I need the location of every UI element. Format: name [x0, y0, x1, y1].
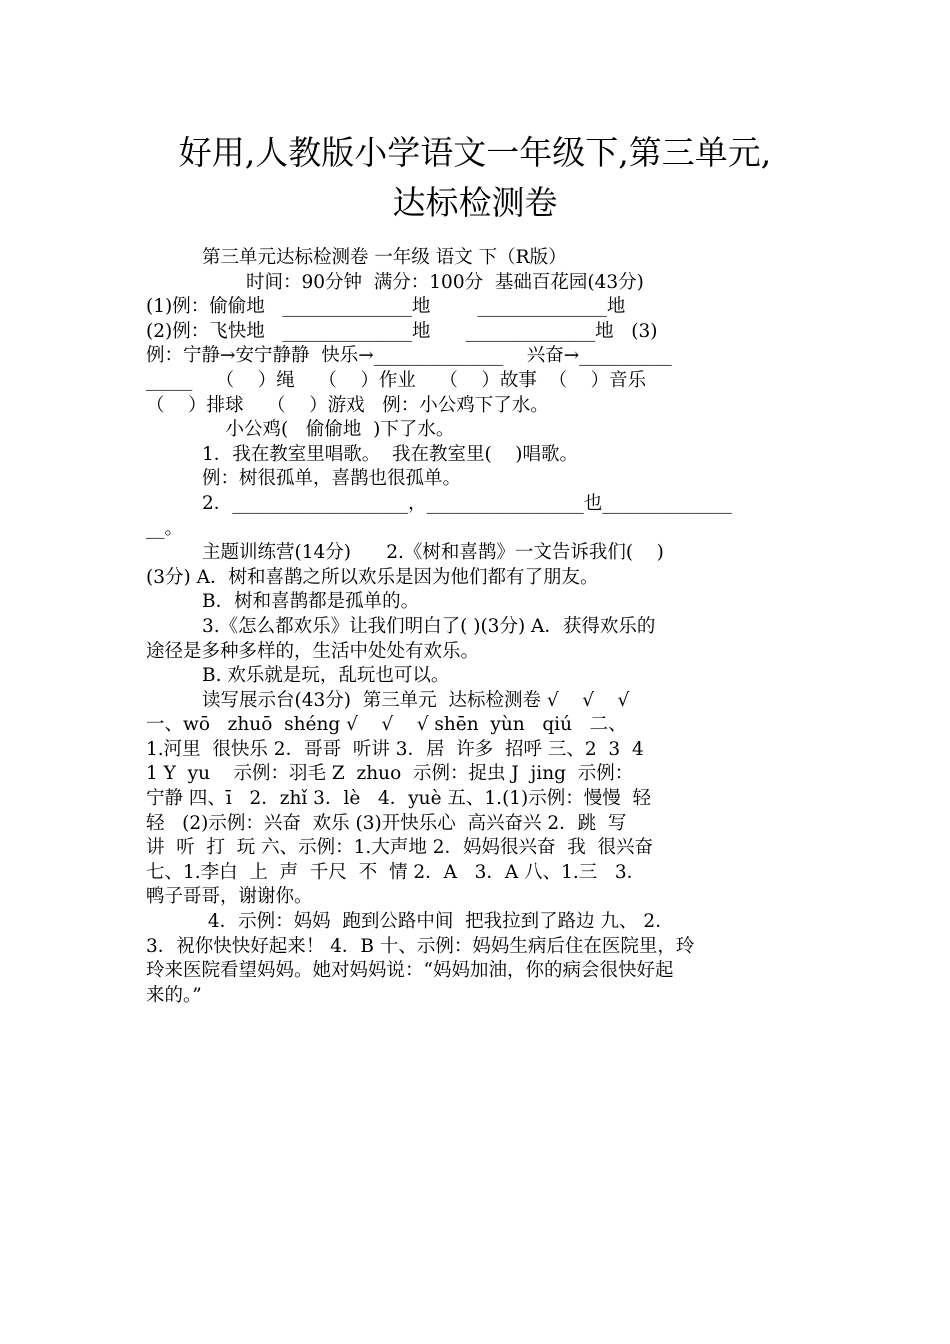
body-line: _____ （ ）绳 （ ）作业 （ ）故事 （ ）音乐: [146, 369, 647, 391]
body-line: 七、1.李白 上 声 千尺 不 情 2．A 3．A 八、1.三 3．: [146, 861, 646, 883]
document-title: [0, 128, 950, 228]
body-line: 主题训练营(14分) 2.《树和喜鹊》一文告诉我们( ): [202, 542, 664, 564]
body-line: (1)例：偷偷地 ______________地 ______________地: [146, 296, 626, 318]
body-line: 读写展示台(43分) 第三单元 达标检测卷 √ √ √: [202, 689, 630, 711]
body-line: 3．祝你快快好起来！ 4．B 十、示例：妈妈生病后住在医院里，玲: [146, 935, 695, 957]
body-line: 讲 听 打 玩 六、示例：1.大声地 2．妈妈很兴奋 我 很兴奋: [146, 837, 653, 859]
title-line-2: 达标检测卷: [392, 183, 558, 222]
body-line: 玲来医院看望妈妈。她对妈妈说：“妈妈加油，你的病会很快好起: [146, 960, 674, 982]
body-line: 鸭子哥哥，谢谢你。: [146, 886, 313, 908]
document-body: [146, 246, 808, 1008]
title-line-1: 好用,人教版小学语文一年级下,第三单元,: [178, 133, 772, 172]
body-line: 2．___________________，_________________也______________: [202, 492, 732, 514]
body-line: 轻 (2)示例：兴奋 欢乐 (3)开快乐心 高兴奋兴 2．跳 写: [146, 812, 627, 834]
body-line: 1．我在教室里唱歌。 我在教室里( )唱歌。: [202, 443, 578, 465]
body-line: (2)例：飞快地 ______________地 ______________地 (3): [146, 320, 658, 342]
body-line: __。: [146, 517, 184, 539]
body-line: 3.《怎么都欢乐》让我们明白了( )(3分) A．获得欢乐的: [202, 615, 656, 637]
body-line: 一、wō zhuō shéng √ √ √ shēn yùn qiú 二、: [146, 714, 627, 736]
body-line: 宁静 四、ī 2．zhǐ 3．lè 4．yuè 五、1.(1)示例：慢慢 轻: [146, 788, 652, 810]
body-line: B. 欢乐就是玩，乱玩也可以。: [202, 665, 450, 687]
body-line: （ ）排球 （ ）游戏 例：小公鸡下了水。: [146, 394, 549, 416]
body-line: (3分) A．树和喜鹊之所以欢乐是因为他们都有了朋友。: [146, 566, 599, 588]
body-line: 例：宁静→安宁静静 快乐→______________ 兴奋→__________: [146, 345, 672, 367]
body-line: B．树和喜鹊都是孤单的。: [202, 591, 420, 613]
body-line: 时间：90分钟 满分：100分 基础百花园(43分): [146, 271, 644, 293]
body-line: 第三单元达标检测卷 一年级 语文 下（R版）: [202, 247, 567, 268]
body-line: 途径是多种多样的，生活中处处有欢乐。: [146, 640, 480, 662]
body-line: 例：树很孤单，喜鹊也很孤单。: [202, 468, 462, 490]
body-line: 小公鸡( 偷偷地 )下了水。: [202, 419, 455, 441]
body-line: 1.河里 很快乐 2．哥哥 听讲 3．居 许多 招呼 三、2 3 4: [146, 738, 644, 760]
body-line: 来的。”: [146, 984, 202, 1006]
body-line: 4．示例：妈妈 跑到公路中间 把我拉到了路边 九、 2．: [202, 911, 674, 933]
body-line: 1 Y yu 示例：羽毛 Z zhuo 示例：捉虫 J jing 示例：: [146, 763, 634, 785]
